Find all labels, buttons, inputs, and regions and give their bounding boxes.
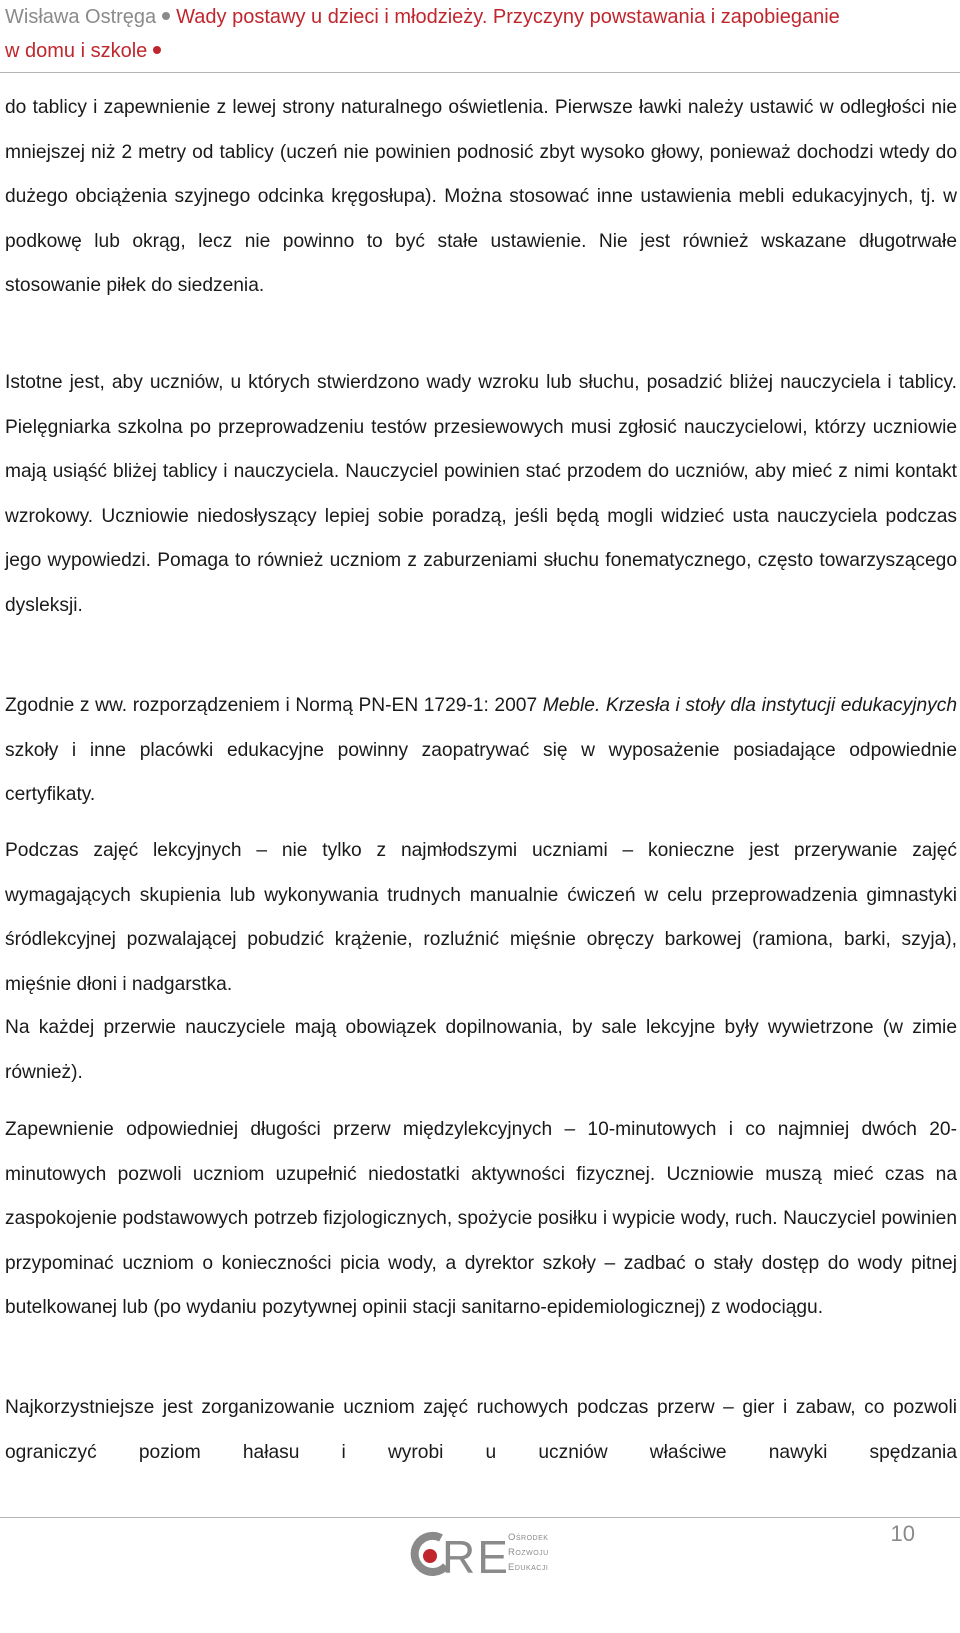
paragraph-seating: Istotne jest, aby uczniów, u których stwierdzono wady wzroku lub słuchu, posadzić bliżej nauczyciela i tablicy. Pielęgniarka szkolna po przeprowadzeniu testów przesiewowych musi zgłosić nauczycielowi, którzy uczniowie mają usiąść bliżej tablicy i nauczyciela. Nauczyciel powinien stać przodem do uczniów, aby mieć z nimi kontakt wzrokowy. Uczniowie niedosłyszący lepiej sobie poradzą, jeśli będą mogli widzieć usta nauczyciela podczas jego wypowiedzi. Pomaga to również uczniom z zaburzeniami słuchu fonematycznego, często towarzyszącego dysleksji.	[5, 372, 957, 616]
logo-line-2: Rozwoju	[508, 1547, 549, 1558]
norm-title: Meble. Krzesła i stoły dla instytucji edukacyjnych	[542, 695, 957, 716]
footer-divider	[0, 1517, 960, 1518]
paragraph-recess-activities: Najkorzystniejsze jest zorganizowanie uczniom zajęć ruchowych podczas przerw – gier i zabaw, co pozwoli ograniczyć poziom hałasu i wyrobi u uczniów właściwe nawyki spędzania	[5, 1397, 957, 1463]
paragraph-ventilation: Na każdej przerwie nauczyciele mają obowiązek dopilnowania, by sale lekcyjne były wywietrzone (w zimie również).	[5, 1017, 957, 1083]
bullet-icon	[153, 46, 161, 54]
header-line-1	[5, 0, 955, 34]
logo-letters: RE	[442, 1531, 510, 1583]
norm-text-start: Zgodnie z ww. rozporządzeniem i Normą PN-EN 1729-1: 2007	[5, 695, 543, 716]
header-divider	[0, 72, 960, 73]
header-title-continued: w domu i szkole	[5, 40, 148, 62]
bullet-icon	[162, 12, 170, 20]
page-number: 10	[890, 1521, 915, 1546]
running-header	[5, 0, 955, 68]
ore-logo	[408, 1524, 608, 1624]
logo-line-3: Edukacji	[508, 1562, 549, 1573]
logo-line-1: Ośrodek	[508, 1532, 549, 1543]
header-author: Wisława Ostręga	[5, 6, 157, 28]
header-title: Wady postawy u dzieci i młodzieży. Przyczyny powstawania i zapobieganie	[176, 6, 840, 28]
paragraph-breaks: Zapewnienie odpowiedniej długości przerw międzylekcyjnych – 10-minutowych i co najmniej dwóch 20-minutowych pozwoli uczniom uzupełnić niedostatki aktywności fizycznej. Uczniowie muszą mieć czas na zaspokojenie podstawowych potrzeb fizjologicznych, spożycie posiłku i wypicie wody, ruch. Nauczyciel powinien przypominać uczniom o konieczności picia wody, a dyrektor szkoły – zadbać o stały dostęp do wody pitnej butelkowanej lub (po wydaniu pozytywnej opinii stacji sanitarno-epidemiologicznej) z wodociągu.	[5, 1119, 957, 1318]
paragraph-gymnastics: Podczas zajęć lekcyjnych – nie tylko z najmłodszymi uczniami – konieczne jest przerywanie zajęć wymagających skupienia lub wykonywania trudnych manualnie ćwiczeń w celu przeprowadzenia gimnastyki śródlekcyjnej pozwalającej pobudzić krążenie, rozluźnić mięśnie obręczy barkowej (ramiona, barki, szyja), mięśnie dłoni i nadgarstka.	[5, 840, 957, 995]
paragraph-classroom-layout: do tablicy i zapewnienie z lewej strony naturalnego oświetlenia. Pierwsze ławki należy ustawić w odległości nie mniejszej niż 2 metry od tablicy (uczeń nie powinien podnosić zbyt wysoko głowy, ponieważ dochodzi wtedy do dużego obciążenia szyjnego odcinka kręgosłupa). Można stosować inne ustawienia mebli edukacyjnych, tj. w podkowę lub okrąg, lecz nie powinno to być stałe ustawienie. Nie jest również wskazane długotrwałe stosowanie piłek do siedzenia.	[5, 97, 957, 296]
paragraph-norm	[5, 684, 957, 818]
header-line-2	[5, 34, 955, 68]
norm-text-end: szkoły i inne placówki edukacyjne powinny zaopatrywać się w wyposażenie posiadające odpowiednie certyfikaty.	[5, 739, 957, 805]
